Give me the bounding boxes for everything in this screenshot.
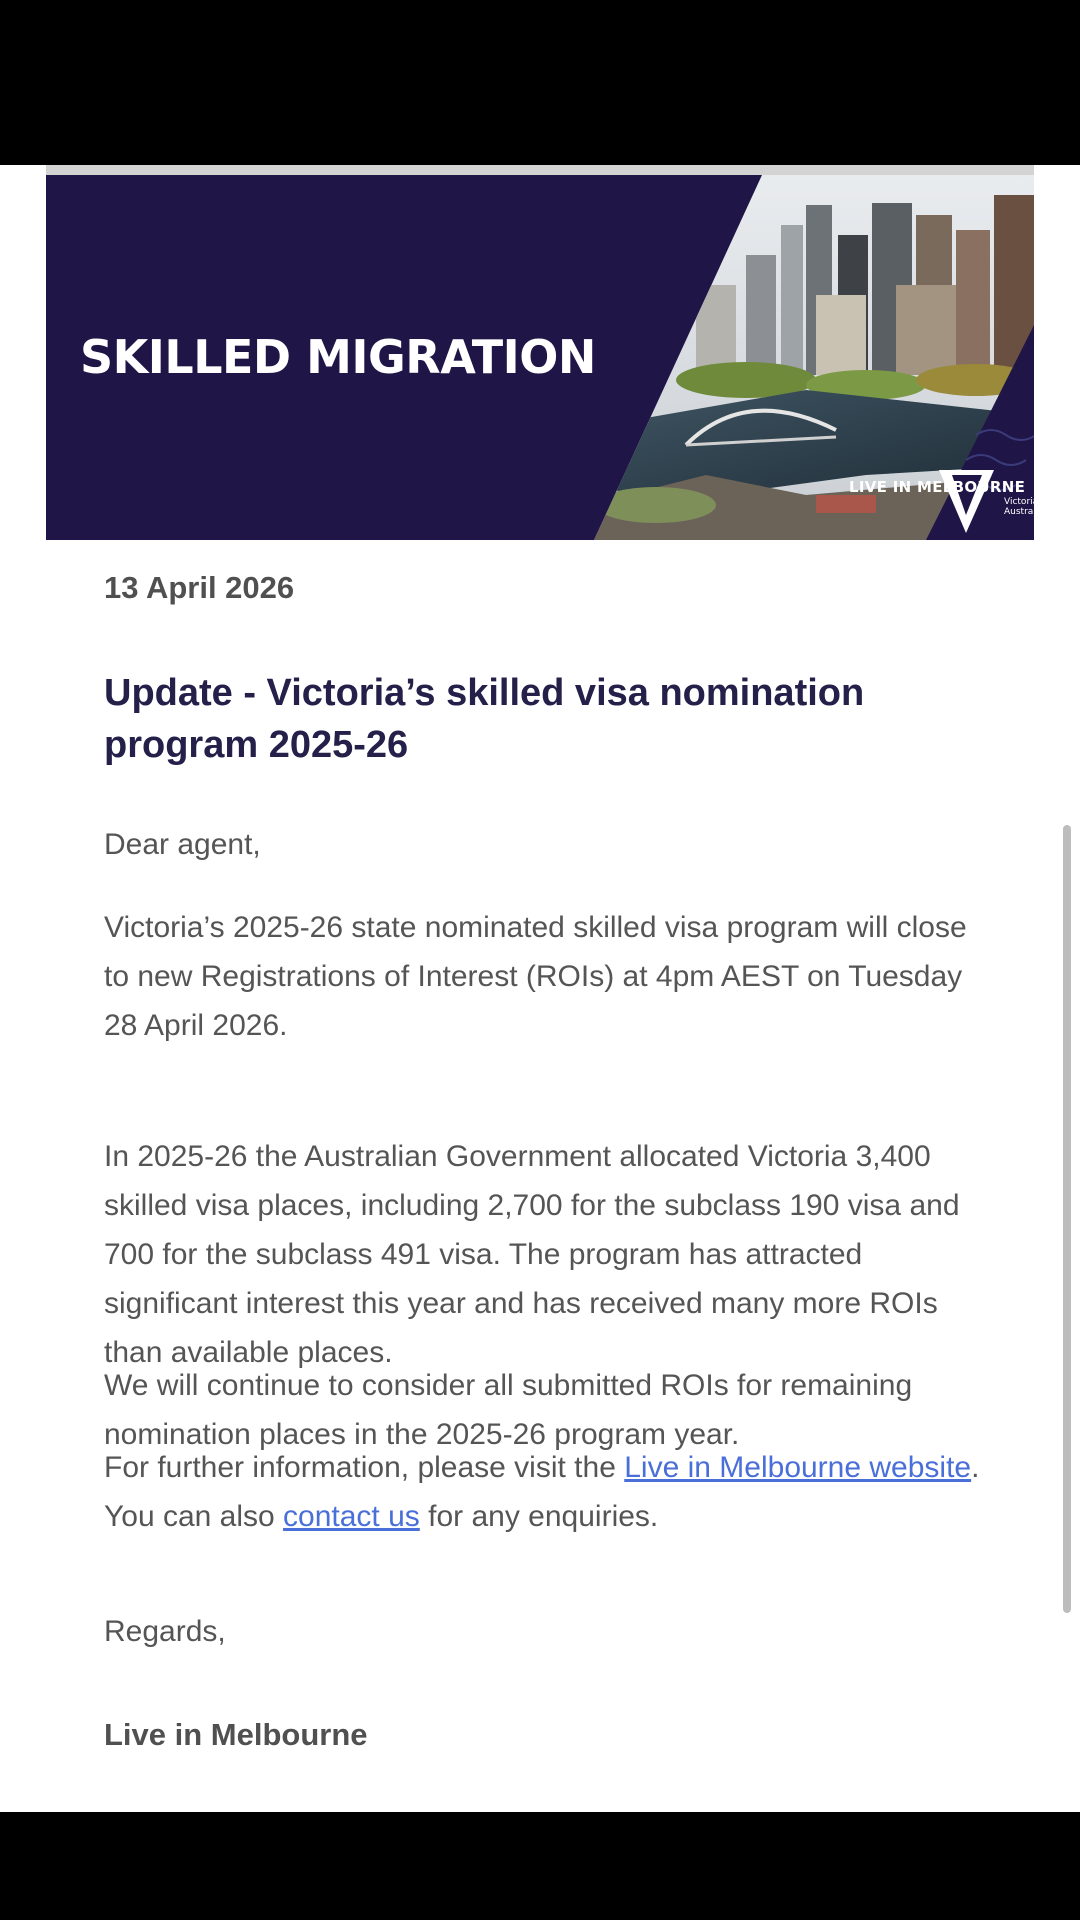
live-in-melbourne-website-link[interactable]: Live in Melbourne website — [624, 1451, 972, 1484]
contact-us-link[interactable]: contact us — [283, 1500, 420, 1533]
paragraph-further-info — [104, 1443, 984, 1541]
banner-top-strip — [46, 165, 1034, 175]
skilled-migration-banner — [46, 175, 1044, 540]
logo-subtitle — [1004, 497, 1044, 517]
closing: Regards, — [104, 1615, 226, 1648]
logo-sub-victoria: Victoria — [1004, 497, 1039, 507]
paragraph-program-close: Victoria’s 2025-26 state nominated skilled visa program will close to new Registrations of Interest (ROIs) at 4pm AEST on Tuesday 28 April 2026. — [104, 911, 967, 1042]
further-info-prefix: For further information, please visit the — [104, 1451, 625, 1484]
further-info-suffix: for any enquiries. — [419, 1500, 659, 1533]
further-info-middle: . You can also — [104, 1451, 980, 1533]
email-date: 13 April 2026 — [104, 570, 295, 605]
paragraph-continue: We will continue to consider all submitted ROIs for remaining nomination places in the 2025-26 program year. — [104, 1369, 913, 1451]
paragraph-allocation: In 2025-26 the Australian Government allocated Victoria 3,400 skilled visa places, including 2,700 for the subclass 190 visa and 700 for the subclass 491 visa. The program has attracted significant interest this year and has received many more ROIs than available places. — [104, 1140, 960, 1369]
scrollbar[interactable] — [1063, 825, 1071, 1613]
signature: Live in Melbourne — [104, 1717, 368, 1752]
bottom-black-bar — [0, 1812, 1080, 1920]
email-headline: Update - Victoria’s skilled visa nomination program 2025-26 — [104, 672, 865, 766]
email-body[interactable] — [0, 165, 1080, 1812]
live-in-melbourne-logo: LIVE IN MELBOURNE — [849, 478, 1026, 496]
greeting: Dear agent, — [104, 828, 261, 861]
logo-sub-australia: Australia — [1004, 507, 1044, 517]
top-black-bar — [0, 0, 1080, 165]
banner-title: SKILLED MIGRATION — [80, 330, 596, 384]
